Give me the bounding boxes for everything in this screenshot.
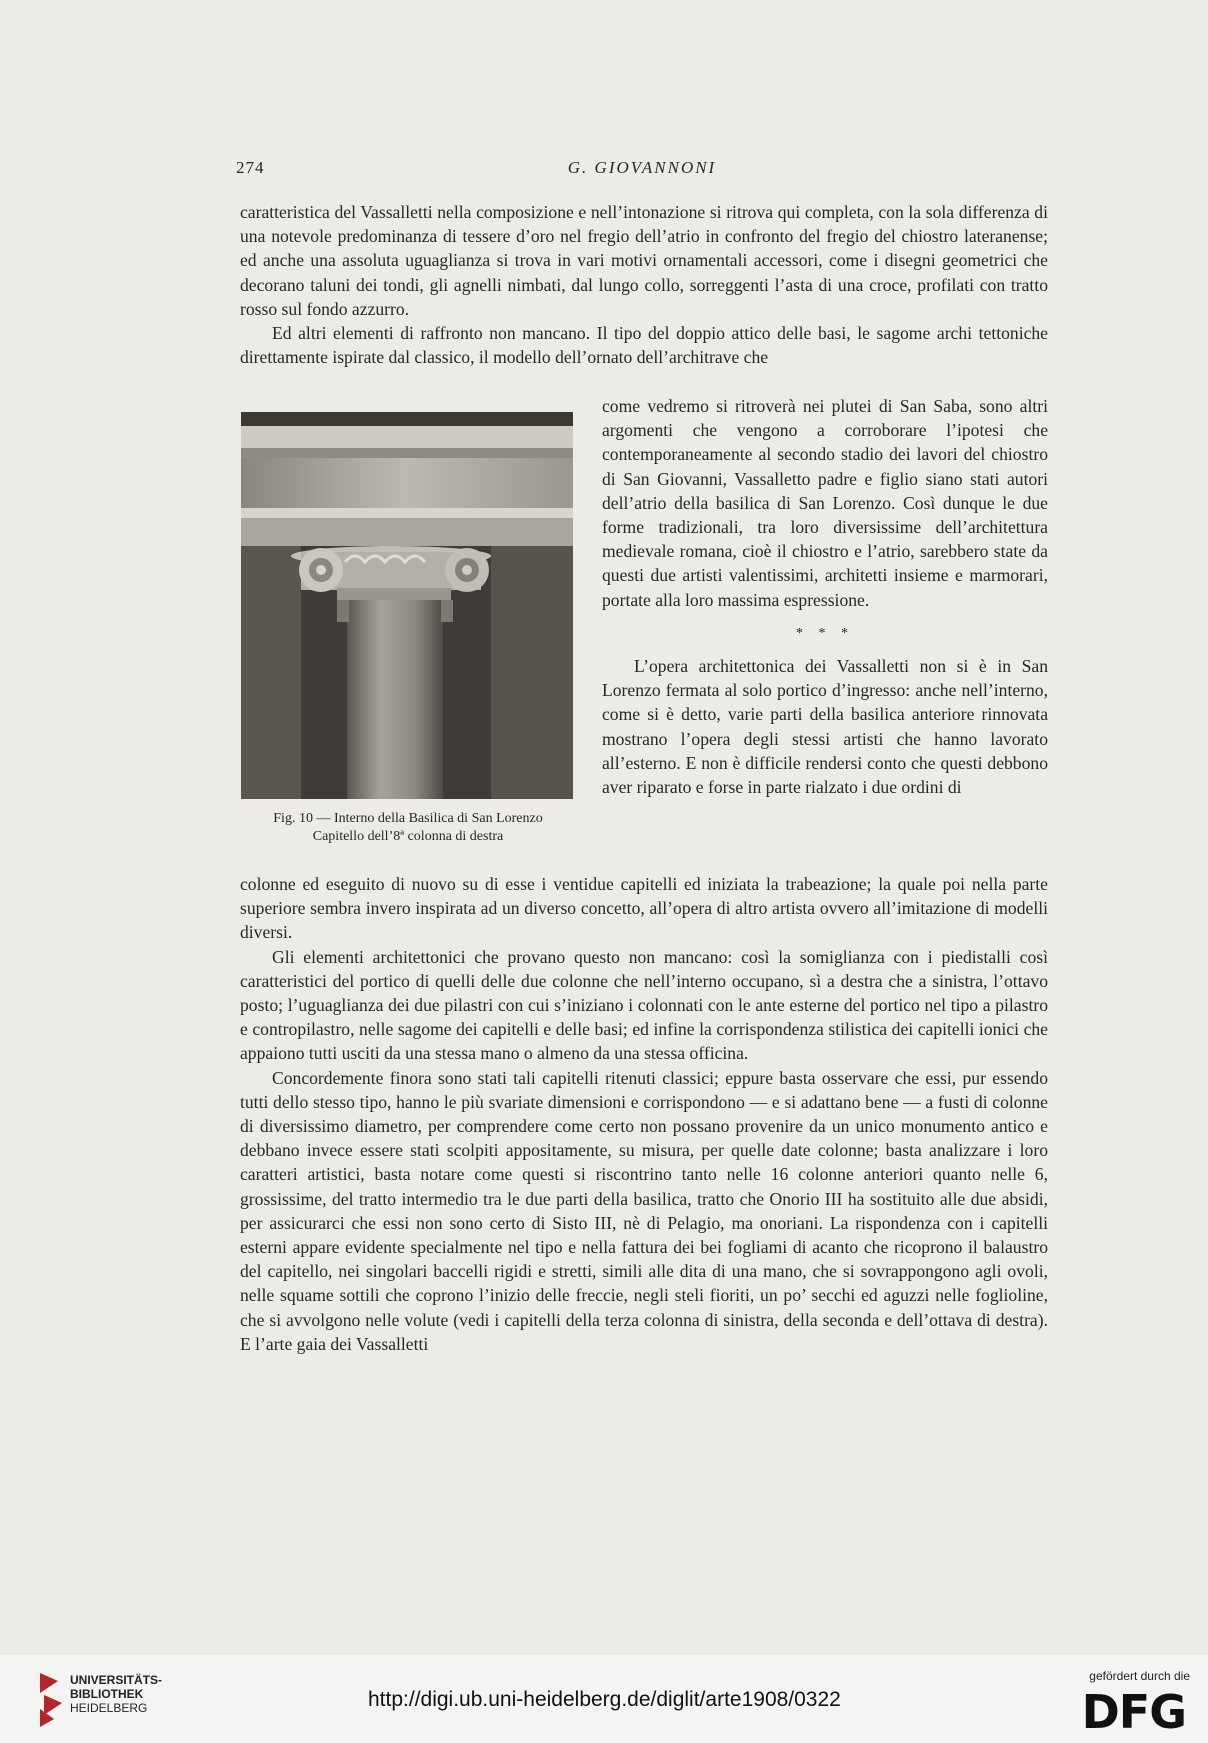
university-library-name (70, 1673, 162, 1715)
dfg-logo: DFG (1081, 1685, 1186, 1739)
paragraph-2-narrow: come vedremo si ritroverà nei plutei di San Saba, sono altri argomenti che vengono a corroborare l’ipotesi che contemporaneamente al secondo stadio dei lavori del chiostro di San Giovanni, Vassalletto padre e figlio siano stati autori dell’atrio della basilica di San Lorenzo. Così dunque le due forme tradizionali, tra loro diversissime dell’architettura medievale romana, cioè il chiostro e l’atrio, sarebbero state da questi due artisti valentissimi, architetti insieme e marmorari, portate alla loro massima espressione. (602, 396, 1048, 610)
paragraph-2-full: Ed altri elementi di raffronto non mancano. Il tipo del doppio attico delle basi, le sagome archi tettoniche direttamente ispirate dal classico, il modello dell’ornato dell’architrave che (240, 323, 1048, 368)
text-block-bottom (240, 872, 1048, 1356)
university-library-logo-icon (38, 1669, 64, 1729)
caption-line-1: Fig. 10 — Interno della Basilica di San Lorenzo (273, 811, 543, 826)
paragraph-5: Concordemente finora sono stati tali capitelli ritenuti classici; eppure basta osservare che essi, pur essendo tutti dello stesso tipo, hanno le più svariate dimensioni e corrispondono — e si adattano bene — a fusti di colonne di diversissimo diametro, per comprendere come certo non possano provenire da un unico monumento antico e debbano invece essere stati scolpiti appositamente, su misura, per quelle date colonne; basta analizzare i loro caratteri artistici, basta notare come questi si riscontrino tanto nelle 16 colonne anteriori quanto nelle 6, grossissime, del tratto intermedio tra le due parti della basilica, tratto che Onorio III ha sostituito alle due absidi, per assicurarci che essi non sono certo di Sisto III, nè di Pelagio, ma onoriani. La rispondenza con i capitelli esterni appare evidente specialmente nel tipo e nella fattura dei bei fogliami di acanto che ricoprono il balaustro del capitello, nei singolari baccelli rigidi e stretti, simili alle dita di una mano, che si sovrappongono agli ovoli, nelle squame sottili che coprono l’inizio delle freccie, negli steli fioriti, un po’ secchi ed aguzzi nelle foglioline, che si avvolgono nelle volute (vedi i capitelli della terza colonna di sinistra, della seconda e dell’ottava di destra). E l’arte gaia dei Vassalletti (240, 1067, 1048, 1354)
capital-photo-image (241, 412, 573, 799)
library-line-1: UNIVERSITÄTS- (70, 1673, 163, 1687)
paragraph-3-narrow: L’opera architettonica dei Vassalletti non si è in San Lorenzo fermata al solo portico d’ingresso: anche nell’interno, come si è detto, varie parti della basilica anteriore rinnovata mostrano l’opera degli stessi artisti che hanno lavorato all’esterno. E non è difficile rendersi conto che questi debbono aver riparato e forse in parte rialzato i due ordini di (602, 656, 1048, 798)
viewer-footer (0, 1655, 1208, 1743)
library-line-2: BIBLIOTHEK (70, 1687, 144, 1701)
paragraph-3-full: colonne ed eseguito di nuovo su di esse i ventidue capitelli ed iniziata la trabeazione; la quale poi nella parte superiore sembra invero inspirata ad un diverso concetto, all’opera di altro artista ovvero all’imitazione di modelli diversi. (240, 874, 1048, 943)
figure-capital-photo (241, 412, 573, 799)
permalink-url[interactable]: http://digi.ub.uni-heidelberg.de/diglit/arte1908/0322 (368, 1688, 841, 1711)
funding-label: gefördert durch die (1089, 1669, 1190, 1683)
paragraph-1: caratteristica del Vassalletti nella composizione e nell’intonazione si ritrova qui completa, con la sola differenza di una notevole predominanza di tessere d’oro nel fregio dell’atrio in confronto del fregio del chiostro lateranense; ed anche una assoluta uguaglianza si trova in vari motivi ornamentali accessori, come i disegni geometrici che decorano taluni dei tondi, gli agnelli nimbati, dal lungo collo, sorreggenti l’asta di una croce, profilati con tratto rosso sul fondo azzurro. (240, 202, 1048, 319)
page-number: 274 (236, 158, 265, 177)
section-separator: * * * (796, 625, 854, 641)
figure-caption (232, 810, 584, 846)
library-line-3: HEIDELBERG (70, 1701, 148, 1715)
text-block-beside-figure (602, 394, 1048, 799)
text-block-top (240, 200, 1048, 369)
running-head (236, 158, 1048, 182)
running-title: G. GIOVANNONI (567, 158, 717, 177)
caption-line-2: Capitello dell’8ª colonna di destra (312, 829, 504, 844)
paragraph-4: Gli elementi architettonici che provano questo non mancano: così la somiglianza con i piedistalli così caratteristici del portico di quelli delle due colonne che nell’interno occupano, sì a destra che a sinistra, l’ottavo posto; l’uguaglianza dei due pilastri con cui s’iniziano i colonnati con le ante esterne del portico nel tipo a pilastro e contropilastro, nelle sagome dei capitelli e delle basi; ed infine la corrispondenza stilistica dei capitelli ionici che appaiono tutti usciti da una stessa mano o almeno da una stessa officina. (240, 946, 1048, 1064)
